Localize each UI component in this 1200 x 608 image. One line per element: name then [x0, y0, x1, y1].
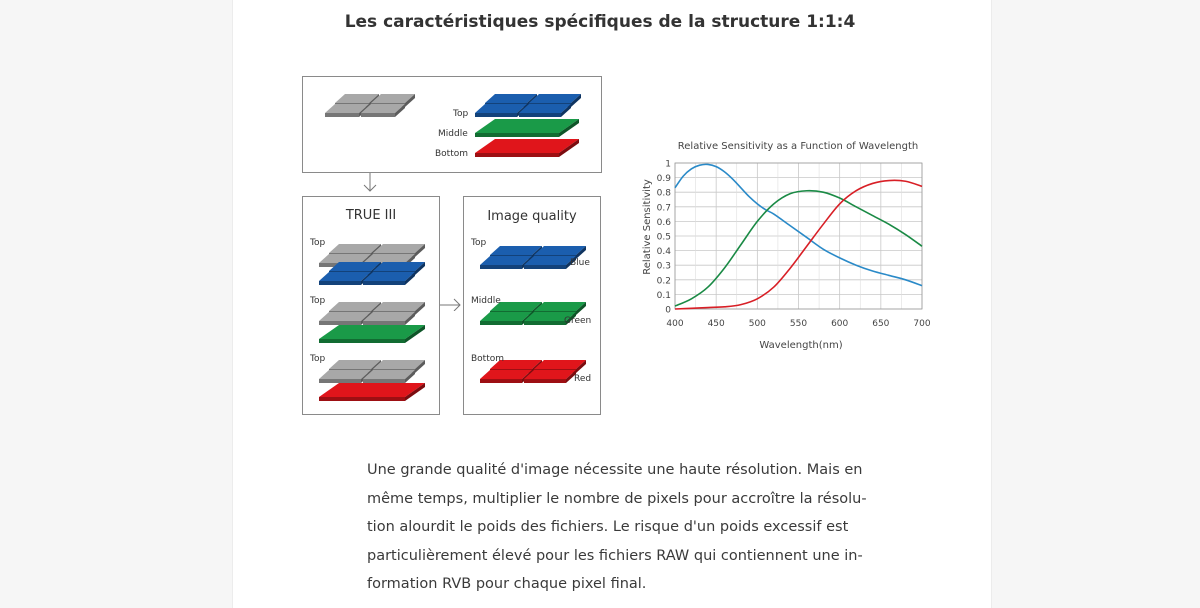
quality-row-3-left: Bottom [471, 354, 505, 364]
true3-red-stack [319, 360, 425, 401]
layer-label-bottom: Bottom [435, 149, 469, 159]
color-slab-edge [319, 339, 405, 343]
red-layer [475, 139, 579, 157]
y-tick-label: 0.3 [656, 261, 671, 272]
paragraph-line: particulièrement élevé pour les fichiers RAW qui contiennent une in- [367, 547, 863, 564]
paragraph-line: même temps, multiplier le nombre de pixels pour accroître la résolu- [367, 490, 867, 507]
y-tick-label: 1 [665, 159, 671, 170]
chart-ylabel: Relative Sensitivity [642, 179, 653, 275]
x-tick-label: 700 [913, 319, 931, 329]
gray-tile-edge [361, 113, 395, 117]
true3-label-3: Top [310, 354, 326, 364]
chart-title: Relative Sensitivity as a Function of Wavelength [677, 141, 919, 152]
y-tick-label: 0.1 [656, 290, 671, 301]
gray-tile-edge [319, 379, 361, 383]
quality-row-1-right: Blue [570, 258, 590, 268]
y-tick-label: 0.7 [656, 203, 671, 214]
layer-stack-box [302, 76, 602, 173]
paragraph-line: formation RVB pour chaque pixel final. [367, 576, 647, 592]
blue-layer [475, 94, 581, 117]
x-tick-label: 600 [831, 319, 849, 329]
true3-label-1: Top [310, 238, 326, 248]
color-slab-edge [319, 397, 405, 401]
true3-label-2: Top [310, 296, 326, 306]
true3-title: TRUE III [345, 208, 397, 223]
quality-row-2-left: Middle [471, 296, 501, 306]
quality-row-2-right: Green [564, 316, 592, 326]
true3-box [302, 196, 440, 415]
green-tile-edge [524, 321, 566, 325]
blue-tile-edge [480, 265, 522, 269]
color-tile-edge [319, 281, 361, 285]
red-tile-edge [480, 379, 522, 383]
chart-grid [675, 163, 922, 309]
y-tick-label: 0.9 [656, 174, 671, 185]
y-tick-label: 0.8 [656, 188, 671, 199]
gray-tile-edge [363, 321, 405, 325]
gray-tile-edge [319, 321, 361, 325]
x-tick-label: 450 [707, 319, 725, 329]
green-tile-edge [480, 321, 522, 325]
red-tile-edge [524, 379, 566, 383]
blue-tile-edge [524, 265, 566, 269]
layer-label-middle: Middle [438, 129, 468, 139]
blue-tile-edge [475, 113, 517, 117]
chart-ticks [657, 160, 931, 330]
gray-tile-edge [325, 113, 359, 117]
gray-tile-edge [363, 379, 405, 383]
page-title: Les caractéristiques spécifiques de la structure 1:1:4 [344, 12, 856, 32]
green-slab-edge [475, 133, 559, 137]
x-tick-label: 650 [872, 319, 890, 329]
chart-xlabel: Wavelength(nm) [759, 340, 843, 351]
image-quality-box [463, 196, 601, 415]
x-tick-label: 400 [666, 319, 684, 329]
y-tick-label: 0.5 [656, 232, 671, 243]
body-paragraph [367, 456, 867, 599]
y-tick-label: 0.4 [656, 247, 671, 258]
green-layer [475, 119, 579, 137]
x-tick-label: 550 [789, 319, 808, 329]
layer-label-top: Top [453, 109, 469, 119]
paragraph-line: Une grande qualité d'image nécessite une haute résolution. Mais en [367, 462, 863, 478]
true3-blue-stack [319, 244, 425, 285]
sensitivity-chart [630, 135, 940, 355]
color-tile-edge [363, 281, 405, 285]
image-quality-title: Image quality [487, 209, 577, 224]
true3-green-stack [319, 302, 425, 343]
x-tick-label: 500 [748, 319, 766, 329]
y-tick-label: 0.2 [656, 276, 671, 287]
gray-pixel-grid [325, 94, 415, 117]
quality-row-1-left: Top [471, 238, 487, 248]
blue-tile-edge [519, 113, 561, 117]
red-slab-edge [475, 153, 559, 157]
y-tick-label: 0.6 [656, 217, 671, 228]
quality-row-3-right: Red [574, 374, 592, 384]
paragraph-line: tion alourdit le poids des fichiers. Le risque d'un poids excessif est [367, 519, 849, 535]
y-tick-label: 0 [665, 305, 671, 316]
